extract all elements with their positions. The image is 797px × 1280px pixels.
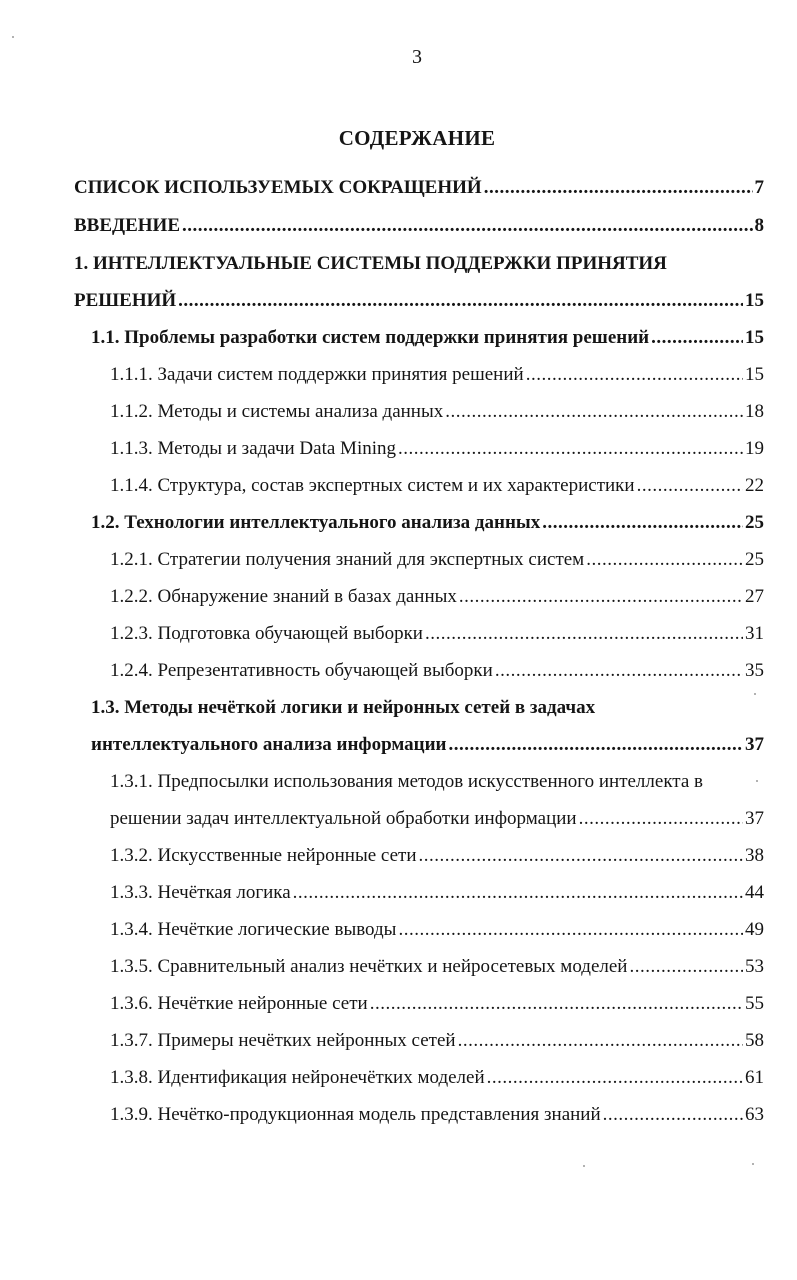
toc-entry-label: 1.3.9. Нечётко-продукционная модель представления знаний [110, 1104, 601, 1125]
scan-speck [752, 1163, 754, 1165]
toc-entry-label: 1.2.2. Обнаружение знаний в базах данных [110, 586, 457, 607]
toc-entry-1-3-4 [110, 915, 764, 945]
toc-entry-label: ВВЕДЕНИЕ [74, 215, 180, 236]
toc-entry-page: 63 [745, 1104, 764, 1125]
toc-entry-1-3-5 [110, 952, 764, 982]
toc-entry-1-3-9 [110, 1100, 764, 1130]
dot-leader [182, 211, 753, 241]
toc-entry-1-1-3 [110, 434, 764, 464]
toc-entry-label: 1.1.1. Задачи систем поддержки принятия решений [110, 364, 524, 385]
dot-leader [449, 730, 744, 760]
toc-entry-label: 1.2.3. Подготовка обучающей выборки [110, 623, 423, 644]
toc-entry-page: 22 [745, 475, 764, 496]
toc-1-3-1-line1: 1.3.1. Предпосылки использования методов искусственного интеллекта в [110, 771, 703, 792]
dot-leader [458, 1026, 743, 1056]
dot-leader [495, 656, 743, 686]
toc-entry-1-3-3 [110, 878, 764, 908]
toc-entry-page: 37 [745, 734, 764, 755]
toc-entry-1-1-4 [110, 471, 764, 501]
dot-leader [487, 1063, 743, 1093]
dot-leader [459, 582, 743, 612]
toc-entry-1-2-3 [110, 619, 764, 649]
dot-leader [629, 952, 743, 982]
toc-entry-page: 8 [754, 215, 764, 236]
toc-entry-label: интеллектуального анализа информации [91, 734, 447, 755]
dot-leader [651, 323, 743, 353]
toc-entry-page: 61 [745, 1067, 764, 1088]
toc-entry-1-3 [91, 730, 764, 760]
dot-leader [425, 619, 743, 649]
toc-entry-page: 44 [745, 882, 764, 903]
scan-speck [754, 693, 756, 695]
toc-entry-page: 49 [745, 919, 764, 940]
toc-entry-page: 38 [745, 845, 764, 866]
toc-entry-1-3-7 [110, 1026, 764, 1056]
toc-entry-page: 25 [745, 549, 764, 570]
toc-entry-page: 18 [745, 401, 764, 422]
toc-entry-page: 55 [745, 993, 764, 1014]
dot-leader [586, 545, 743, 575]
toc-entry-1-2-4 [110, 656, 764, 686]
scan-speck [583, 1165, 585, 1167]
toc-entry-introduction [74, 211, 764, 241]
toc-entry-label: СПИСОК ИСПОЛЬЗУЕМЫХ СОКРАЩЕНИЙ [74, 177, 482, 198]
dot-leader [419, 841, 744, 871]
toc-entry-page: 27 [745, 586, 764, 607]
toc-entry-page: 15 [745, 290, 764, 311]
toc-entry-1-1-2 [110, 397, 764, 427]
scan-speck [756, 780, 758, 782]
toc-entry-label: РЕШЕНИЙ [74, 290, 177, 311]
toc-chapter1-line1: 1. ИНТЕЛЛЕКТУАЛЬНЫЕ СИСТЕМЫ ПОДДЕРЖКИ ПРИНЯТИЯ [74, 253, 667, 274]
toc-entry-label: 1.3.2. Искусственные нейронные сети [110, 845, 417, 866]
toc-entry-page: 31 [745, 623, 764, 644]
toc-entry-label: 1.1.3. Методы и задачи Data Mining [110, 438, 397, 459]
scan-speck [12, 36, 14, 38]
toc-entry-label: 1.3.3. Нечёткая логика [110, 882, 291, 903]
toc-entry-1-3-8 [110, 1063, 764, 1093]
toc-entry-page: 15 [745, 364, 764, 385]
toc-entry-label: 1.2. Технологии интеллектуального анализа данных [91, 512, 541, 533]
toc-entry-label: 1.1.4. Структура, состав экспертных систем и их характеристики [110, 475, 635, 496]
toc-entry-page: 35 [745, 660, 764, 681]
dot-leader [445, 397, 743, 427]
toc-1-3-line1: 1.3. Методы нечёткой логики и нейронных сетей в задачах [91, 697, 596, 718]
toc-entry-page: 37 [745, 808, 764, 829]
toc-entry-label: 1.3.5. Сравнительный анализ нечётких и нейросетевых моделей [110, 956, 628, 977]
page-number: 3 [412, 46, 422, 68]
toc-entry-1-3-6 [110, 989, 764, 1019]
toc-entry-chapter1 [74, 286, 764, 316]
toc-entry-label: 1.3.8. Идентификация нейронечётких моделей [110, 1067, 485, 1088]
dot-leader [370, 989, 743, 1019]
toc-entry-label: 1.1. Проблемы разработки систем поддержки принятия решений [91, 327, 650, 348]
toc-entry-label: решении задач интеллектуальной обработки информации [110, 808, 577, 829]
dot-leader [542, 508, 743, 538]
dot-leader [579, 804, 743, 834]
toc-title: СОДЕРЖАНИЕ [338, 126, 496, 150]
toc-entry-label: 1.2.1. Стратегии получения знаний для экспертных систем [110, 549, 585, 570]
dot-leader [603, 1100, 743, 1130]
toc-entry-1-2-2 [110, 582, 764, 612]
dot-leader [398, 915, 743, 945]
toc-entry-label: 1.3.6. Нечёткие нейронные сети [110, 993, 368, 1014]
toc-entry-1-3-2 [110, 841, 764, 871]
dot-leader [178, 286, 743, 316]
toc-entry-label: 1.2.4. Репрезентативность обучающей выборки [110, 660, 493, 681]
toc-entry-label: 1.3.4. Нечёткие логические выводы [110, 919, 397, 940]
toc-entry-1-2-1 [110, 545, 764, 575]
dot-leader [637, 471, 743, 501]
toc-entry-1-2 [91, 508, 764, 538]
toc-entry-page: 25 [745, 512, 764, 533]
toc-entry-1-3-1 [110, 804, 764, 834]
toc-entry-1-1 [91, 323, 764, 353]
dot-leader [293, 878, 743, 908]
toc-entry-page: 15 [745, 327, 764, 348]
toc-entry-page: 53 [745, 956, 764, 977]
dot-leader [398, 434, 743, 464]
toc-entry-1-1-1 [110, 360, 764, 390]
toc-entry-page: 58 [745, 1030, 764, 1051]
toc-entry-abbreviations [74, 173, 764, 203]
toc-entry-label: 1.3.7. Примеры нечётких нейронных сетей [110, 1030, 456, 1051]
dot-leader [484, 173, 753, 203]
toc-entry-page: 19 [745, 438, 764, 459]
toc-entry-label: 1.1.2. Методы и системы анализа данных [110, 401, 444, 422]
toc-entry-page: 7 [754, 177, 764, 198]
dot-leader [526, 360, 743, 390]
